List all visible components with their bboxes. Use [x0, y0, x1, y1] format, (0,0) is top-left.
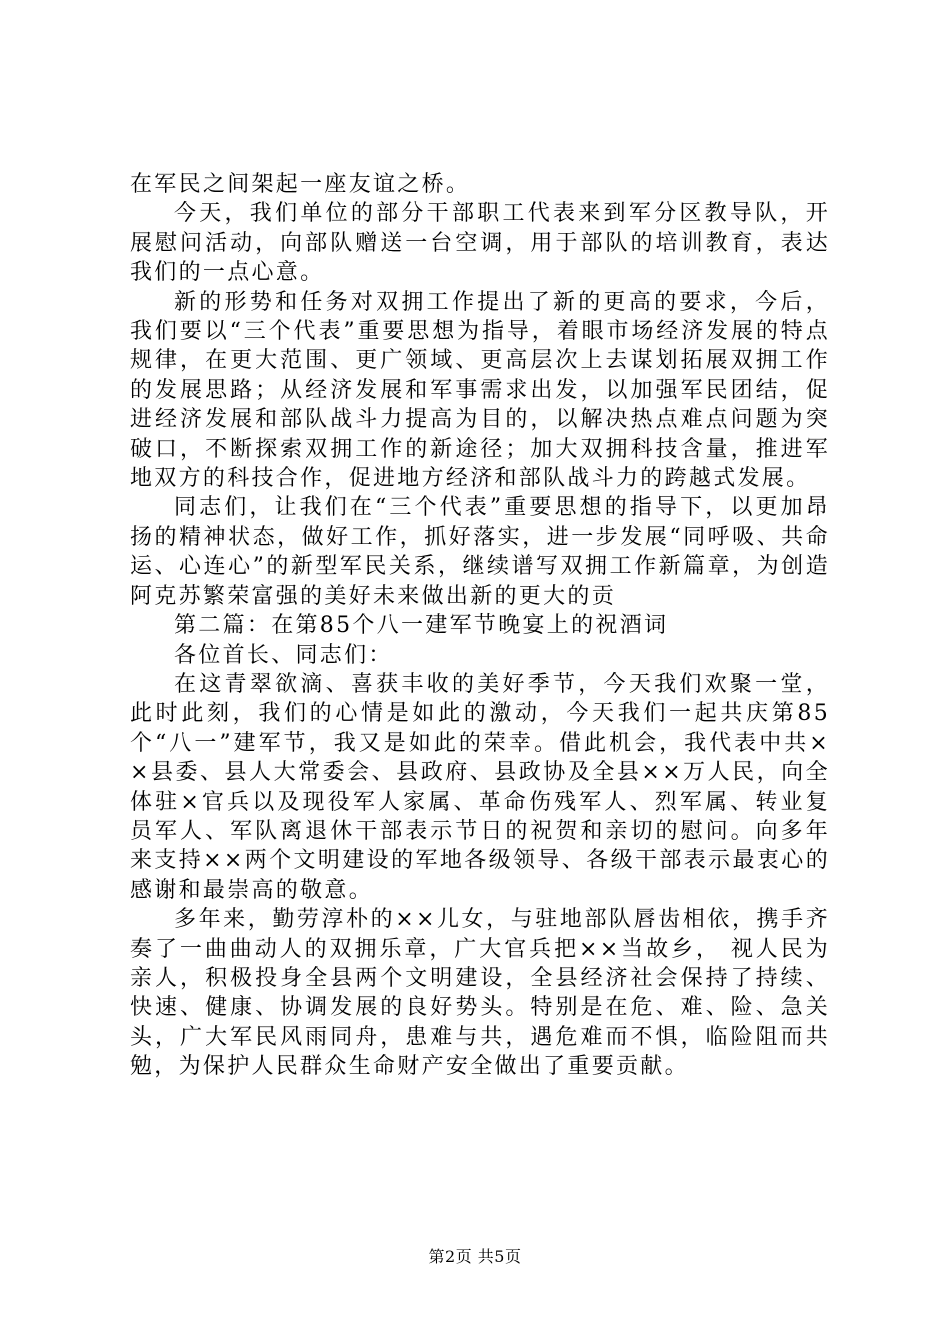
document-body [130, 170, 830, 1082]
paragraph: 多年来，勤劳淳朴的××儿女，与驻地部队唇齿相依，携手齐奏了一曲曲动人的双拥乐章，广大官兵把××当故乡， 视人民为亲人，积极投身全县两个文明建设，全县经济社会保持了持续、快速、健康、协调发展的良好势头。特别是在危、难、险、急关头，广大军民风雨同舟，患难与共，遇危难而不惧，临险阻而共勉，为保护人民群众生命财产安全做出了重要贡献。 [130, 907, 830, 1080]
paragraph: 今天，我们单位的部分干部职工代表来到军分区教导队，开展慰问活动，向部队赠送一台空调，用于部队的培训教育，表达我们的一点心意。 [130, 201, 830, 286]
paragraph-continuation: 在军民之间架起一座友谊之桥。 [130, 172, 471, 197]
page-number-footer: 第2页 共5页 [428, 1247, 522, 1266]
salutation: 各位首长、同志们： [174, 642, 393, 668]
paragraph: 在这青翠欲滴、喜获丰收的美好季节，今天我们欢聚一堂，此时此刻，我们的心情是如此的激动，今天我们一起共庆第85个“八一”建军节，我又是如此的荣幸。借此机会，我代表中共××县委、县人大常委会、县政府、县政协及全县××万人民，向全体驻×官兵以及现役军人家属、革命伤残军人、烈军属、转业复员军人、军队离退休干部表示节日的祝贺和亲切的慰问。向多年来支持××两个文明建设的军地各级领导、各级干部表示最衷心的感谢和最崇高的敬意。 [130, 671, 830, 903]
paragraph: 同志们，让我们在“三个代表”重要思想的指导下，以更加昂扬的精神状态，做好工作，抓好落实，进一步发展“同呼吸、共命运、心连心”的新型军民关系，继续谱写双拥工作新篇章，为创造阿克苏繁荣富强的美好未来做出新的更大的贡 [130, 495, 830, 609]
section-heading: 第二篇：在第85个八一建军节晚宴上的祝酒词 [174, 613, 669, 639]
paragraph: 新的形势和任务对双拥工作提出了新的更高的要求，今后，我们要以“三个代表”重要思想为指导，着眼市场经济发展的特点规律，在更大范围、更广领域、更高层次上去谋划拓展双拥工作的发展思路；从经济发展和军事需求出发，以加强军民团结，促进经济发展和部队战斗力提高为目的，以解决热点难点问题为突破口，不断探索双拥工作的新途径；加大双拥科技含量，推进军地双方的科技合作，促进地方经济和部队战斗力的跨越式发展。 [130, 289, 830, 492]
